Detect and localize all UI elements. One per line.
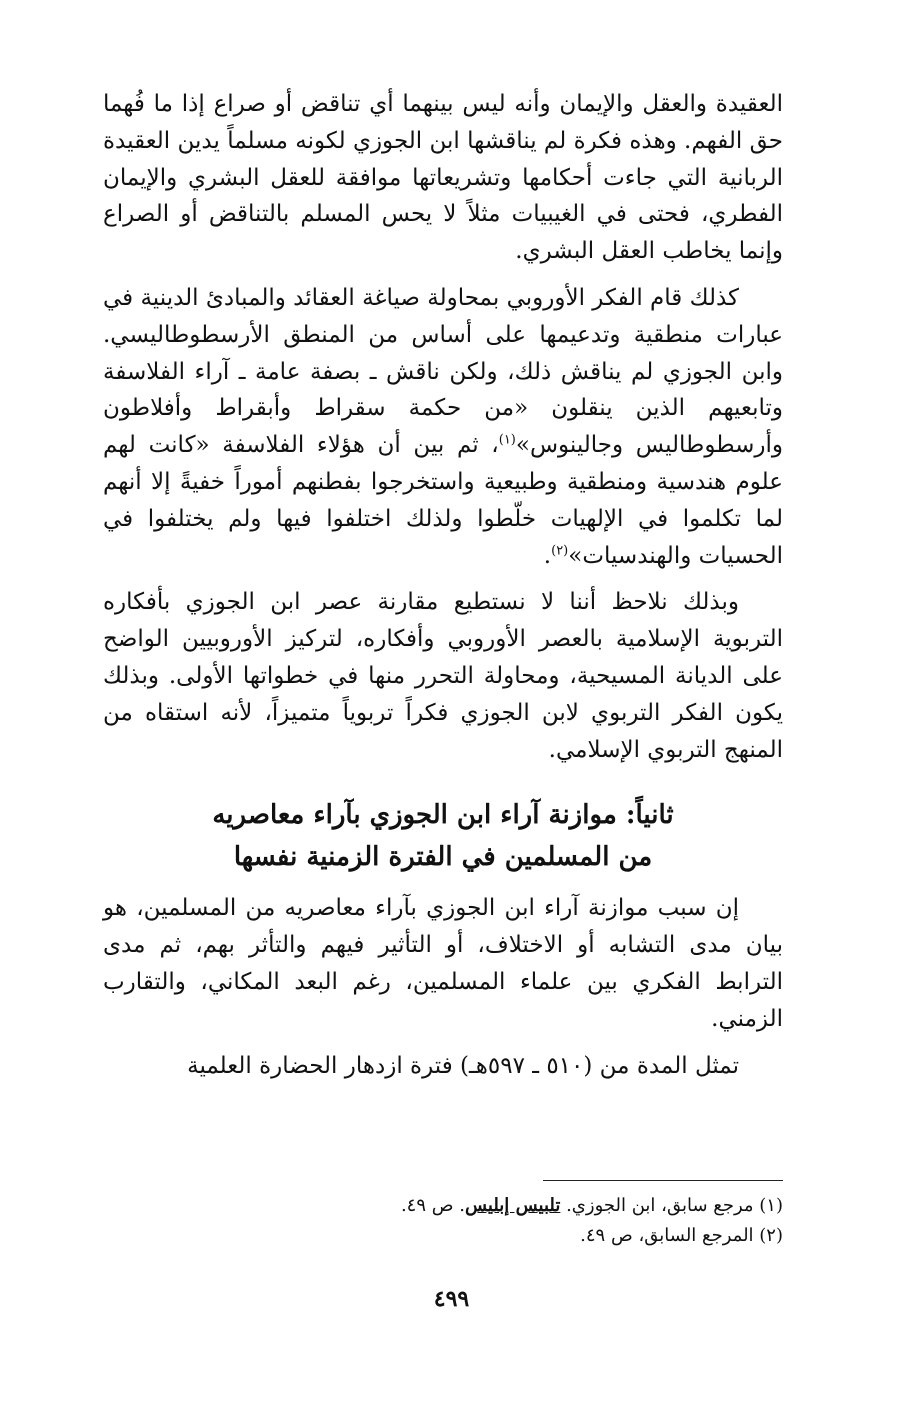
footnote-1-suffix: . ص ٤٩.: [400, 1195, 465, 1216]
paragraph-3: وبذلك نلاحظ أننا لا نستطيع مقارنة عصر ابن الجوزي بأفكاره التربوية الإسلامية بالعصر الأوروبي وأفكاره، لتركيز الأوروبيين الواضح على الديانة المسيحية، ومحاولة التحرر منها في خطواتها الأولى. وبذلك يكون الفكر التربوي لابن الجوزي فكراً تربوياً متميزاً، لأنه استقاه من المنهج التربوي الإسلامي.: [103, 589, 783, 763]
section-heading-line-1: ثانياً: موازنة آراء ابن الجوزي بآراء معاصريه: [212, 800, 674, 831]
paragraph-2-text-a: كذلك قام الفكر الأوروبي بمحاولة صياغة العقائد والمبادئ الدينية في عبارات منطقية وتدعيمها على أساس من المنطق الأرسطوطاليسي. وابن الجوزي لم يناقش ذلك، ولكن ناقش ـ بصفة عامة ـ آراء الفلاسفة وتابعيهم الذين ينقلون «من حكمة سقراط وأبقراط وأفلاطون وأرسطوطاليس وجالينوس»: [103, 284, 783, 459]
footnote-divider: [543, 1180, 783, 1181]
paragraph-2: [103, 280, 783, 574]
footnote-ref-1[interactable]: (١): [498, 432, 516, 448]
page-body: [103, 86, 783, 1084]
paragraph-5: تمثل المدة من (٥١٠ ـ ٥٩٧هـ) فترة ازدهار الحضارة العلمية: [187, 1052, 739, 1079]
section-heading: [103, 794, 783, 878]
paragraph-4: إن سبب موازنة آراء ابن الجوزي بآراء معاصريه من المسلمين، هو بيان مدى التشابه أو الاختلاف، أو التأثير فيهم والتأثر بهم، ثم مدى الترابط الفكري بين علماء المسلمين، رغم البعد المكاني، والتقارب الزمني.: [103, 895, 783, 1032]
footnote-1: [103, 1191, 783, 1221]
footnote-1-title: تلبيس إبليس: [464, 1195, 561, 1216]
footnote-ref-2[interactable]: (٢): [551, 542, 569, 558]
paragraph-2-text-b: ، ثم بين أن هؤلاء الفلاسفة «كانت لهم علوم هندسية ومنطقية وطبيعية واستخرجوا بفطنهم أموراً خفيةً إلا أنهم لما تكلموا في الإلهيات خلّطوا ولذلك اختلفوا فيها ولم يختلفوا في الحسيات والهندسيات»: [103, 432, 783, 569]
paragraph-1: العقيدة والعقل والإيمان وأنه ليس بينهما أي تناقض أو صراع إذا ما فُهما حق الفهم. وهذه فكرة لم يناقشها ابن الجوزي لكونه مسلماً يدين العقيدة الربانية التي جاءت أحكامها وتشريعاتها موافقة للعقل البشري والإيمان الفطري، فحتى في الغيبيات مثلاً لا يحس المسلم بالتناقض أو الصراع وإنما يخاطب العقل البشري.: [103, 91, 783, 265]
paragraph-2-text-c: .: [543, 542, 552, 569]
section-heading-line-2: من المسلمين في الفترة الزمنية نفسها: [233, 842, 653, 873]
page-number: ٤٩٩: [433, 1286, 470, 1312]
footnotes: [103, 1180, 783, 1251]
footnote-1-prefix: (١) مرجع سابق، ابن الجوزي.: [560, 1195, 783, 1216]
footnote-2: (٢) المرجع السابق، ص ٤٩.: [580, 1225, 783, 1246]
